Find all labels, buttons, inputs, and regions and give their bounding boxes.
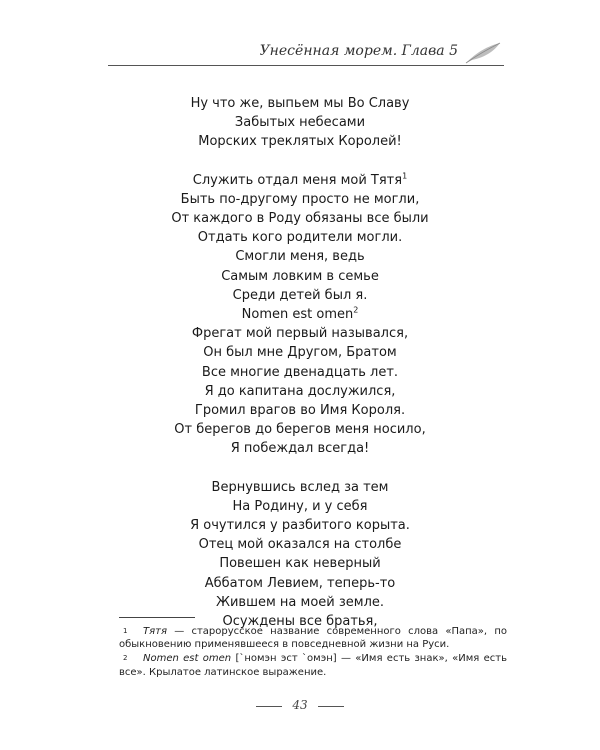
poem-line	[150, 478, 450, 497]
poem-line	[150, 94, 450, 113]
poem-line	[150, 324, 450, 343]
poem-line-text: Отдать кого родители могли.	[197, 230, 403, 246]
poem-line	[150, 382, 450, 401]
poem-line	[150, 363, 450, 382]
poem-line-text: Вернувшись вслед за тем	[211, 479, 389, 495]
footnote-rule	[119, 617, 195, 618]
poem-line-text: Я побеждал всегда!	[230, 441, 370, 457]
stanza	[150, 478, 450, 632]
poem-line	[150, 171, 450, 190]
header-rule	[108, 65, 504, 66]
poem-line	[150, 420, 450, 439]
poem-line-text: Я очутился у разбитого корыта.	[190, 518, 410, 534]
poem-line	[150, 554, 450, 573]
footnote-ref: 2	[353, 305, 359, 315]
poem-line-text: Жившем на моей земле.	[215, 594, 385, 610]
poem-line	[150, 497, 450, 516]
poem-line-text: Громил врагов во Имя Короля.	[194, 403, 406, 419]
poem-line-text: Аббатом Левием, теперь-то	[204, 575, 396, 591]
footnote	[119, 652, 507, 678]
poem-line	[150, 593, 450, 612]
page-number-block	[250, 698, 350, 718]
page-number: 43	[292, 698, 308, 712]
poem-line-text: Среди детей был я.	[232, 287, 368, 303]
poem-line	[150, 267, 450, 286]
poem-line-text: Все многие двенадцать лет.	[201, 364, 399, 380]
poem-line	[150, 113, 450, 132]
poem-line-text: Он был мне Другом, Братом	[203, 345, 397, 361]
poem-line	[150, 516, 450, 535]
poem-line	[150, 132, 450, 151]
poem-line-text: Я до капитана дослужился,	[204, 383, 396, 399]
poem-line	[150, 190, 450, 209]
footnote-term: Тятя	[143, 626, 167, 637]
footnote-mark: 2	[123, 654, 128, 663]
footnote-ref: 1	[402, 171, 408, 181]
poem-line	[150, 228, 450, 247]
poem-line-text: От каждого в Роду обязаны все были	[171, 211, 429, 227]
footnote-text: [`номэн эст `омэн] — «Имя есть знак», «Имя есть все». Крылатое латинское выражение.	[119, 653, 507, 678]
poem-line	[150, 286, 450, 305]
poem-line-text: Быть по-другому просто не могли,	[180, 191, 420, 207]
poem-line-text: Морских треклятых Королей!	[198, 134, 402, 150]
poem-line	[150, 439, 450, 458]
poem-body	[150, 94, 450, 650]
poem-line-text: На Родину, и у себя	[232, 498, 368, 514]
running-header	[108, 43, 504, 73]
poem-line	[150, 209, 450, 228]
poem-line-text: Nomen est omen	[241, 307, 354, 323]
poem-line	[150, 574, 450, 593]
poem-line	[150, 247, 450, 266]
folio-rule-right	[318, 706, 344, 707]
poem-line-text: Смогли меня, ведь	[235, 249, 365, 265]
footnote-term: Nomen est omen	[143, 653, 232, 665]
poem-line	[150, 535, 450, 554]
footnote-mark: 1	[123, 627, 128, 635]
poem-line	[150, 343, 450, 362]
stanza	[150, 171, 450, 459]
poem-line-text: От берегов до берегов меня носило,	[174, 422, 426, 438]
poem-line-text: Служить отдал меня мой Тятя	[192, 172, 403, 188]
footnote-text: — старорусское название современного слова «Папа», по обыкновению применявшееся в повседневной жизни на Руси.	[119, 626, 507, 651]
poem-line-text: Ну что же, выпьем мы Во Славу	[190, 96, 410, 111]
stanza	[150, 94, 450, 152]
poem-line-text: Отец мой оказался на столбе	[198, 537, 402, 553]
poem-line-text: Повешен как неверный	[219, 556, 381, 572]
header-title: Унесённая морем. Глава 5	[254, 43, 464, 59]
poem-line-text: Самым ловким в семье	[221, 268, 379, 284]
poem-line-text: Осуждены все братья,	[222, 614, 378, 630]
poem-line-text: Забытых небесами	[234, 115, 366, 131]
footnotes	[119, 625, 507, 680]
footnote	[119, 625, 507, 651]
poem-line	[150, 305, 450, 324]
poem-line	[150, 401, 450, 420]
poem-line-text: Фрегат мой первый назывался,	[191, 326, 409, 342]
quill-icon	[464, 41, 502, 65]
